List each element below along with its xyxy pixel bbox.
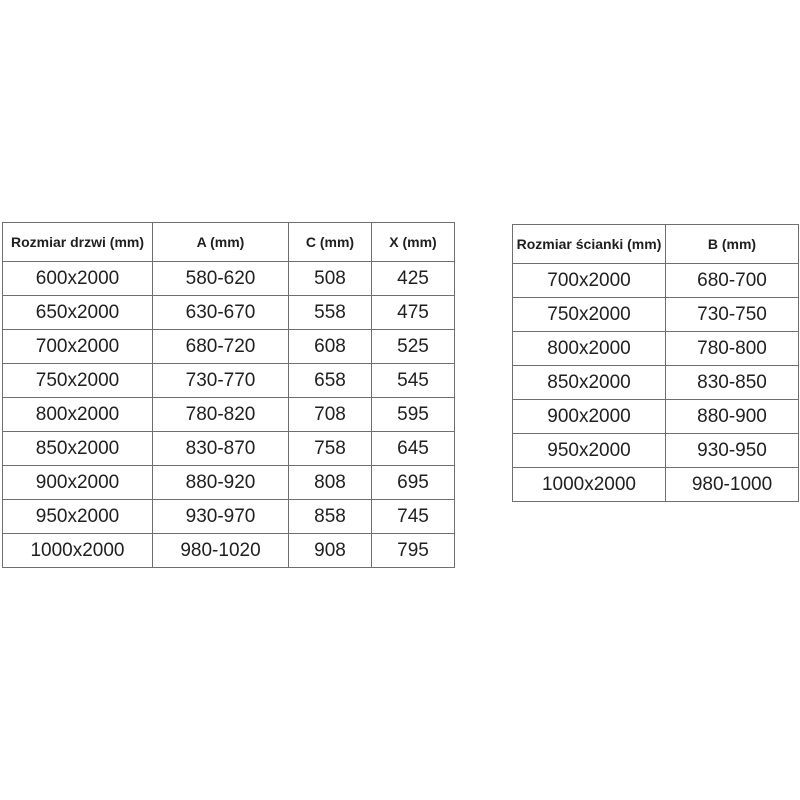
table-cell: 650x2000 (3, 296, 153, 330)
table-cell: 645 (372, 432, 455, 466)
table-cell: 545 (372, 364, 455, 398)
table-cell: 880-920 (153, 466, 289, 500)
table-cell: 695 (372, 466, 455, 500)
table-cell: 758 (289, 432, 372, 466)
table-cell: 930-950 (666, 434, 799, 468)
table-cell: 730-770 (153, 364, 289, 398)
table-row (3, 296, 455, 330)
table-row (513, 332, 799, 366)
table-row (513, 366, 799, 400)
table-cell: 800x2000 (513, 332, 666, 366)
column-header-door-size: Rozmiar drzwi (mm) (3, 223, 153, 262)
table-cell: 525 (372, 330, 455, 364)
table-cell: 980-1000 (666, 468, 799, 502)
table-cell: 830-850 (666, 366, 799, 400)
table-cell: 425 (372, 262, 455, 296)
table-cell: 658 (289, 364, 372, 398)
table-cell: 680-700 (666, 264, 799, 298)
table-cell: 730-750 (666, 298, 799, 332)
table-cell: 1000x2000 (3, 534, 153, 568)
table-row (513, 264, 799, 298)
table-row (513, 434, 799, 468)
table-row (3, 330, 455, 364)
table-cell: 850x2000 (3, 432, 153, 466)
table-row (3, 364, 455, 398)
table-cell: 850x2000 (513, 366, 666, 400)
table-cell: 1000x2000 (513, 468, 666, 502)
table-cell: 908 (289, 534, 372, 568)
table-cell: 780-800 (666, 332, 799, 366)
table-row (513, 468, 799, 502)
table-cell: 600x2000 (3, 262, 153, 296)
table-cell: 950x2000 (513, 434, 666, 468)
table-cell: 800x2000 (3, 398, 153, 432)
table-row (3, 500, 455, 534)
table-cell: 508 (289, 262, 372, 296)
table-row (513, 400, 799, 434)
table-cell: 700x2000 (3, 330, 153, 364)
table-cell: 750x2000 (3, 364, 153, 398)
column-header-a: A (mm) (153, 223, 289, 262)
table-cell: 630-670 (153, 296, 289, 330)
table-cell: 830-870 (153, 432, 289, 466)
column-header-x: X (mm) (372, 223, 455, 262)
table-cell: 580-620 (153, 262, 289, 296)
table-cell: 750x2000 (513, 298, 666, 332)
wall-sizes-table (512, 224, 799, 502)
table-row (513, 298, 799, 332)
wall-table-header-row (513, 225, 799, 264)
column-header-c: C (mm) (289, 223, 372, 262)
table-cell: 595 (372, 398, 455, 432)
table-cell: 900x2000 (513, 400, 666, 434)
column-header-wall-size: Rozmiar ścianki (mm) (513, 225, 666, 264)
table-cell: 880-900 (666, 400, 799, 434)
table-cell: 608 (289, 330, 372, 364)
table-cell: 680-720 (153, 330, 289, 364)
table-cell: 858 (289, 500, 372, 534)
wall-table-body (513, 264, 799, 502)
table-cell: 558 (289, 296, 372, 330)
column-header-b: B (mm) (666, 225, 799, 264)
table-cell: 808 (289, 466, 372, 500)
table-cell: 930-970 (153, 500, 289, 534)
table-cell: 745 (372, 500, 455, 534)
table-cell: 780-820 (153, 398, 289, 432)
door-sizes-table (2, 222, 455, 568)
table-row (3, 466, 455, 500)
table-row (3, 432, 455, 466)
table-cell: 475 (372, 296, 455, 330)
table-row (3, 262, 455, 296)
door-table-header-row (3, 223, 455, 262)
table-cell: 700x2000 (513, 264, 666, 298)
table-cell: 795 (372, 534, 455, 568)
table-cell: 980-1020 (153, 534, 289, 568)
door-table-body (3, 262, 455, 568)
table-cell: 900x2000 (3, 466, 153, 500)
table-row (3, 398, 455, 432)
table-row (3, 534, 455, 568)
table-cell: 950x2000 (3, 500, 153, 534)
table-cell: 708 (289, 398, 372, 432)
